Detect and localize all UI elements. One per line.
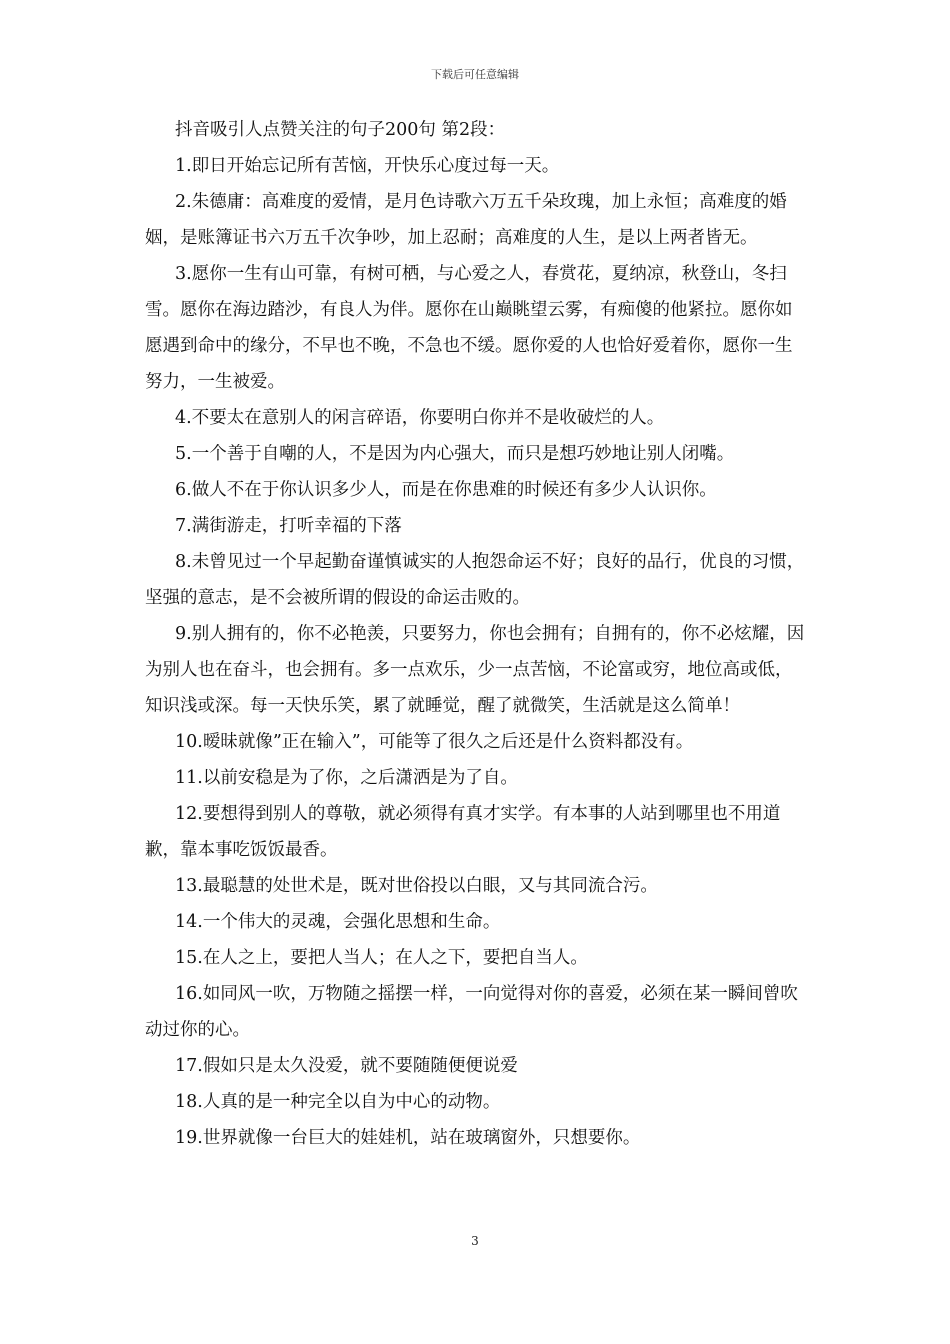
paragraph: 9.别人拥有的，你不必艳羡，只要努力，你也会拥有；自拥有的，你不必炫耀，因为别人也在奋斗，也会拥有。多一点欢乐，少一点苦恼，不论富或穷，地位高或低，知识浅或深。每一天快乐笑，累了就睡觉，醒了就微笑，生活就是这么简单！ xyxy=(145,624,805,716)
paragraph: 16.如同风一吹，万物随之摇摆一样，一向觉得对你的喜爱，必须在某一瞬间曾吹动过你的心。 xyxy=(145,984,798,1040)
paragraph: 15.在人之上，要把人当人；在人之下，要把自当人。 xyxy=(175,948,588,968)
paragraph: 6.做人不在于你认识多少人，而是在你患难的时候还有多少人认识你。 xyxy=(175,480,717,500)
page-number: 3 xyxy=(471,1234,479,1248)
paragraph: 17.假如只是太久没爱，就不要随随便便说爱 xyxy=(175,1056,518,1076)
paragraph: 1.即日开始忘记所有苦恼，开快乐心度过每一天。 xyxy=(175,156,560,176)
document-body xyxy=(145,112,809,1156)
paragraph: 12.要想得到别人的尊敬，就必须得有真才实学。有本事的人站到哪里也不用道歉，靠本事吃饭饭最香。 xyxy=(145,804,781,860)
paragraph: 11.以前安稳是为了你，之后潇洒是为了自。 xyxy=(175,768,518,788)
paragraph: 13.最聪慧的处世术是，既对世俗投以白眼，又与其同流合污。 xyxy=(175,876,658,896)
paragraph: 10.暧昧就像”正在输入”，可能等了很久之后还是什么资料都没有。 xyxy=(175,732,694,752)
paragraph: 19.世界就像一台巨大的娃娃机，站在玻璃窗外，只想要你。 xyxy=(175,1128,641,1148)
paragraph: 7.满街游走，打听幸福的下落 xyxy=(175,516,402,536)
paragraph: 3.愿你一生有山可靠，有树可栖，与心爱之人，春赏花，夏纳凉，秋登山，冬扫雪。愿你在海边踏沙，有良人为伴。愿你在山巅眺望云雾，有痴傻的他紧拉。愿你如愿遇到命中的缘分，不早也不晚，不急也不缓。愿你爱的人也恰好爱着你，愿你一生努力，一生被爱。 xyxy=(145,264,793,392)
paragraph: 8.未曾见过一个早起勤奋谨慎诚实的人抱怨命运不好；良好的品行，优良的习惯，坚强的意志，是不会被所谓的假设的命运击败的。 xyxy=(145,552,805,608)
page-header: 下载后可任意编辑 xyxy=(431,68,519,81)
section-heading: 抖音吸引人点赞关注的句子200句 第2段： xyxy=(175,120,506,140)
paragraph: 2.朱德庸：高难度的爱情，是月色诗歌六万五千朵玫瑰，加上永恒；高难度的婚姻，是账簿证书六万五千次争吵，加上忍耐；高难度的人生，是以上两者皆无。 xyxy=(145,192,787,248)
paragraph: 4.不要太在意别人的闲言碎语，你要明白你并不是收破烂的人。 xyxy=(175,408,665,428)
paragraph: 18.人真的是一种完全以自为中心的动物。 xyxy=(175,1092,501,1112)
paragraph: 5.一个善于自嘲的人，不是因为内心强大，而只是想巧妙地让别人闭嘴。 xyxy=(175,444,735,464)
paragraph: 14.一个伟大的灵魂，会强化思想和生命。 xyxy=(175,912,501,932)
